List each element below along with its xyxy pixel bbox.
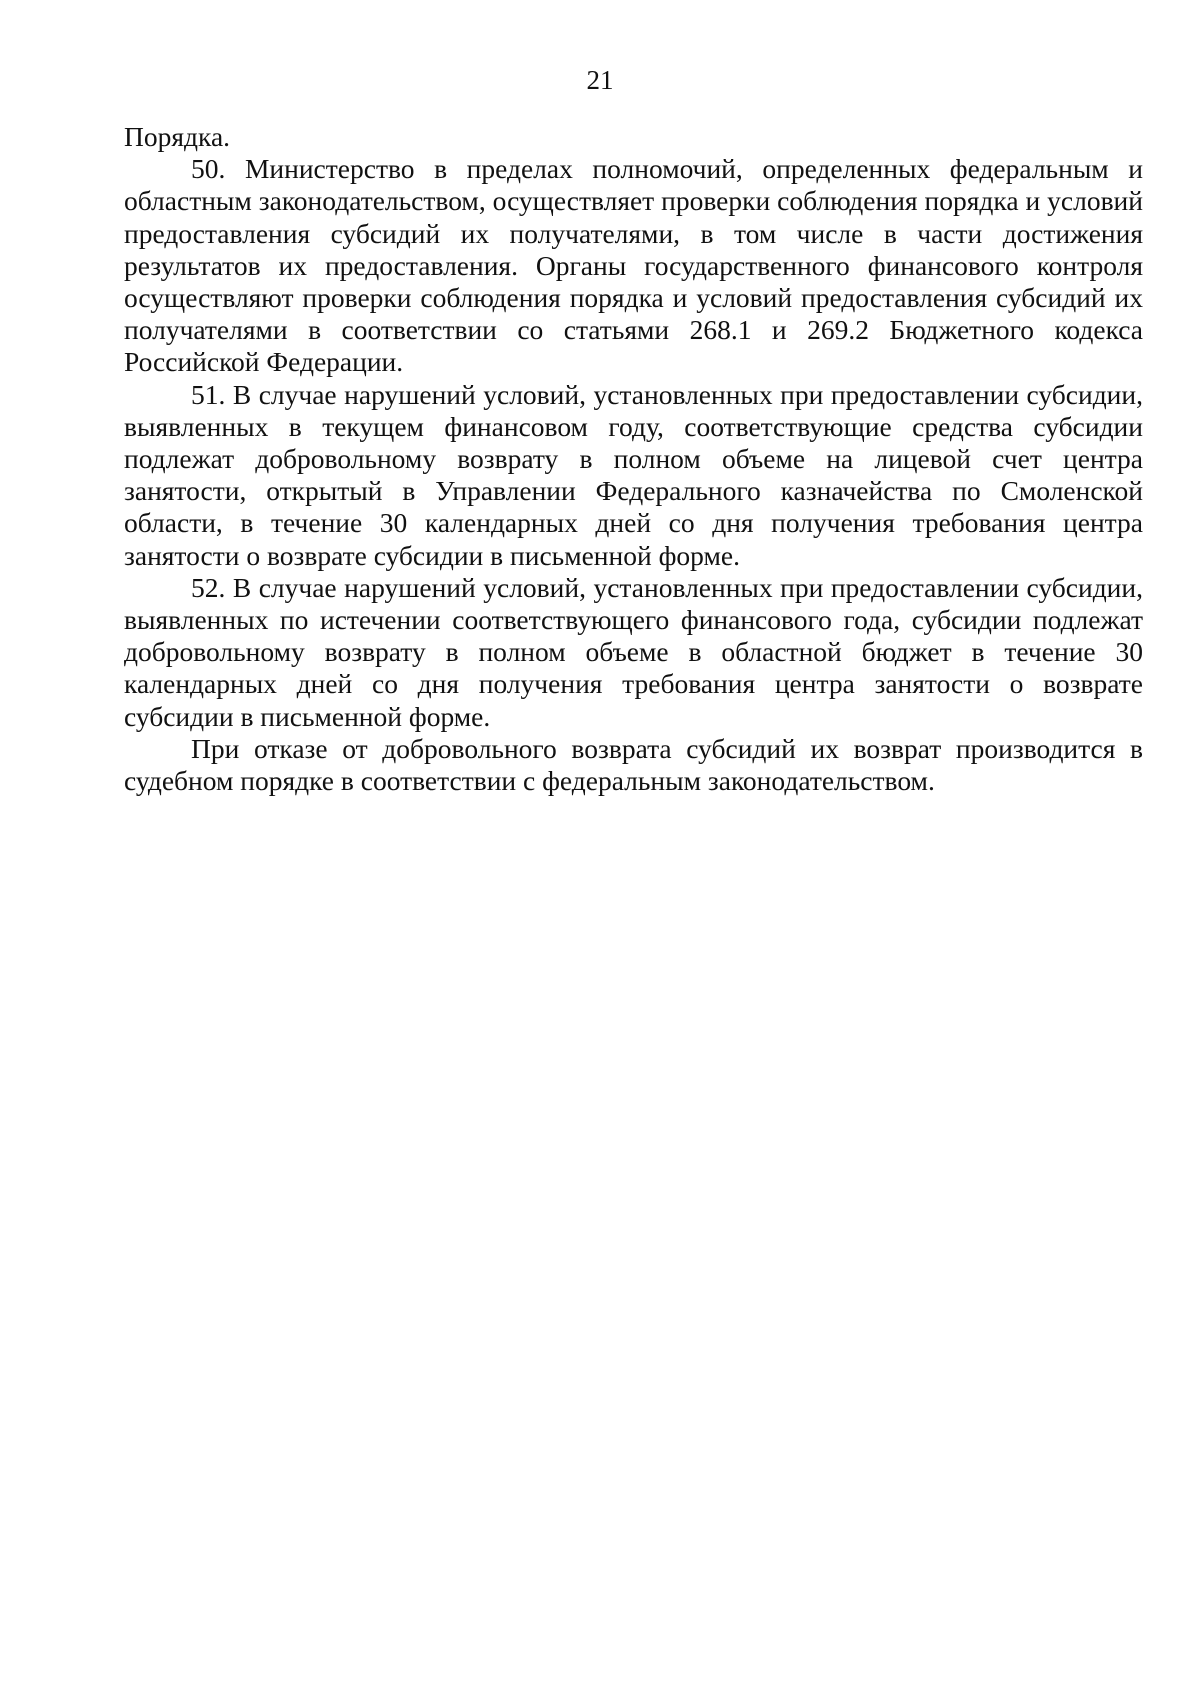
paragraph-52: 52. В случае нарушений условий, установленных при предоставлении субсидии, выявленных по истечении соответствующего финансового года, субсидии подлежат добровольному возврату в полном объеме в областной бюджет в течение 30 календарных дней со дня получения требования центра занятости о возврате субсидии в письменной форме. [124,571,1143,732]
paragraph-50: 50. Министерство в пределах полномочий, определенных федеральным и областным законодательством, осуществляет проверки соблюдения порядка и условий предоставления субсидий их получателями, в том числе в части достижения результатов их предоставления. Органы государственного финансового контроля осуществляют проверки соблюдения порядка и условий предоставления субсидий их получателями в соответствии со статьями 268.1 и 269.2 Бюджетного кодекса Российской Федерации. [124,153,1143,378]
paragraph-continuation: Порядка. [124,121,231,152]
paragraph-refusal: При отказе от добровольного возврата субсидий их возврат производится в судебном порядке в соответствии с федеральным законодательством. [124,732,1143,797]
document-body [124,121,1143,797]
paragraph-51: 51. В случае нарушений условий, установленных при предоставлении субсидии, выявленных в текущем финансовом году, соответствующие средства субсидии подлежат добровольному возврату в полном объеме на лицевой счет центра занятости, открытый в Управлении Федерального казначейства по Смоленской области, в течение 30 календарных дней со дня получения требования центра занятости о возврате субсидии в письменной форме. [124,378,1143,571]
page-number: 21 [586,65,614,95]
